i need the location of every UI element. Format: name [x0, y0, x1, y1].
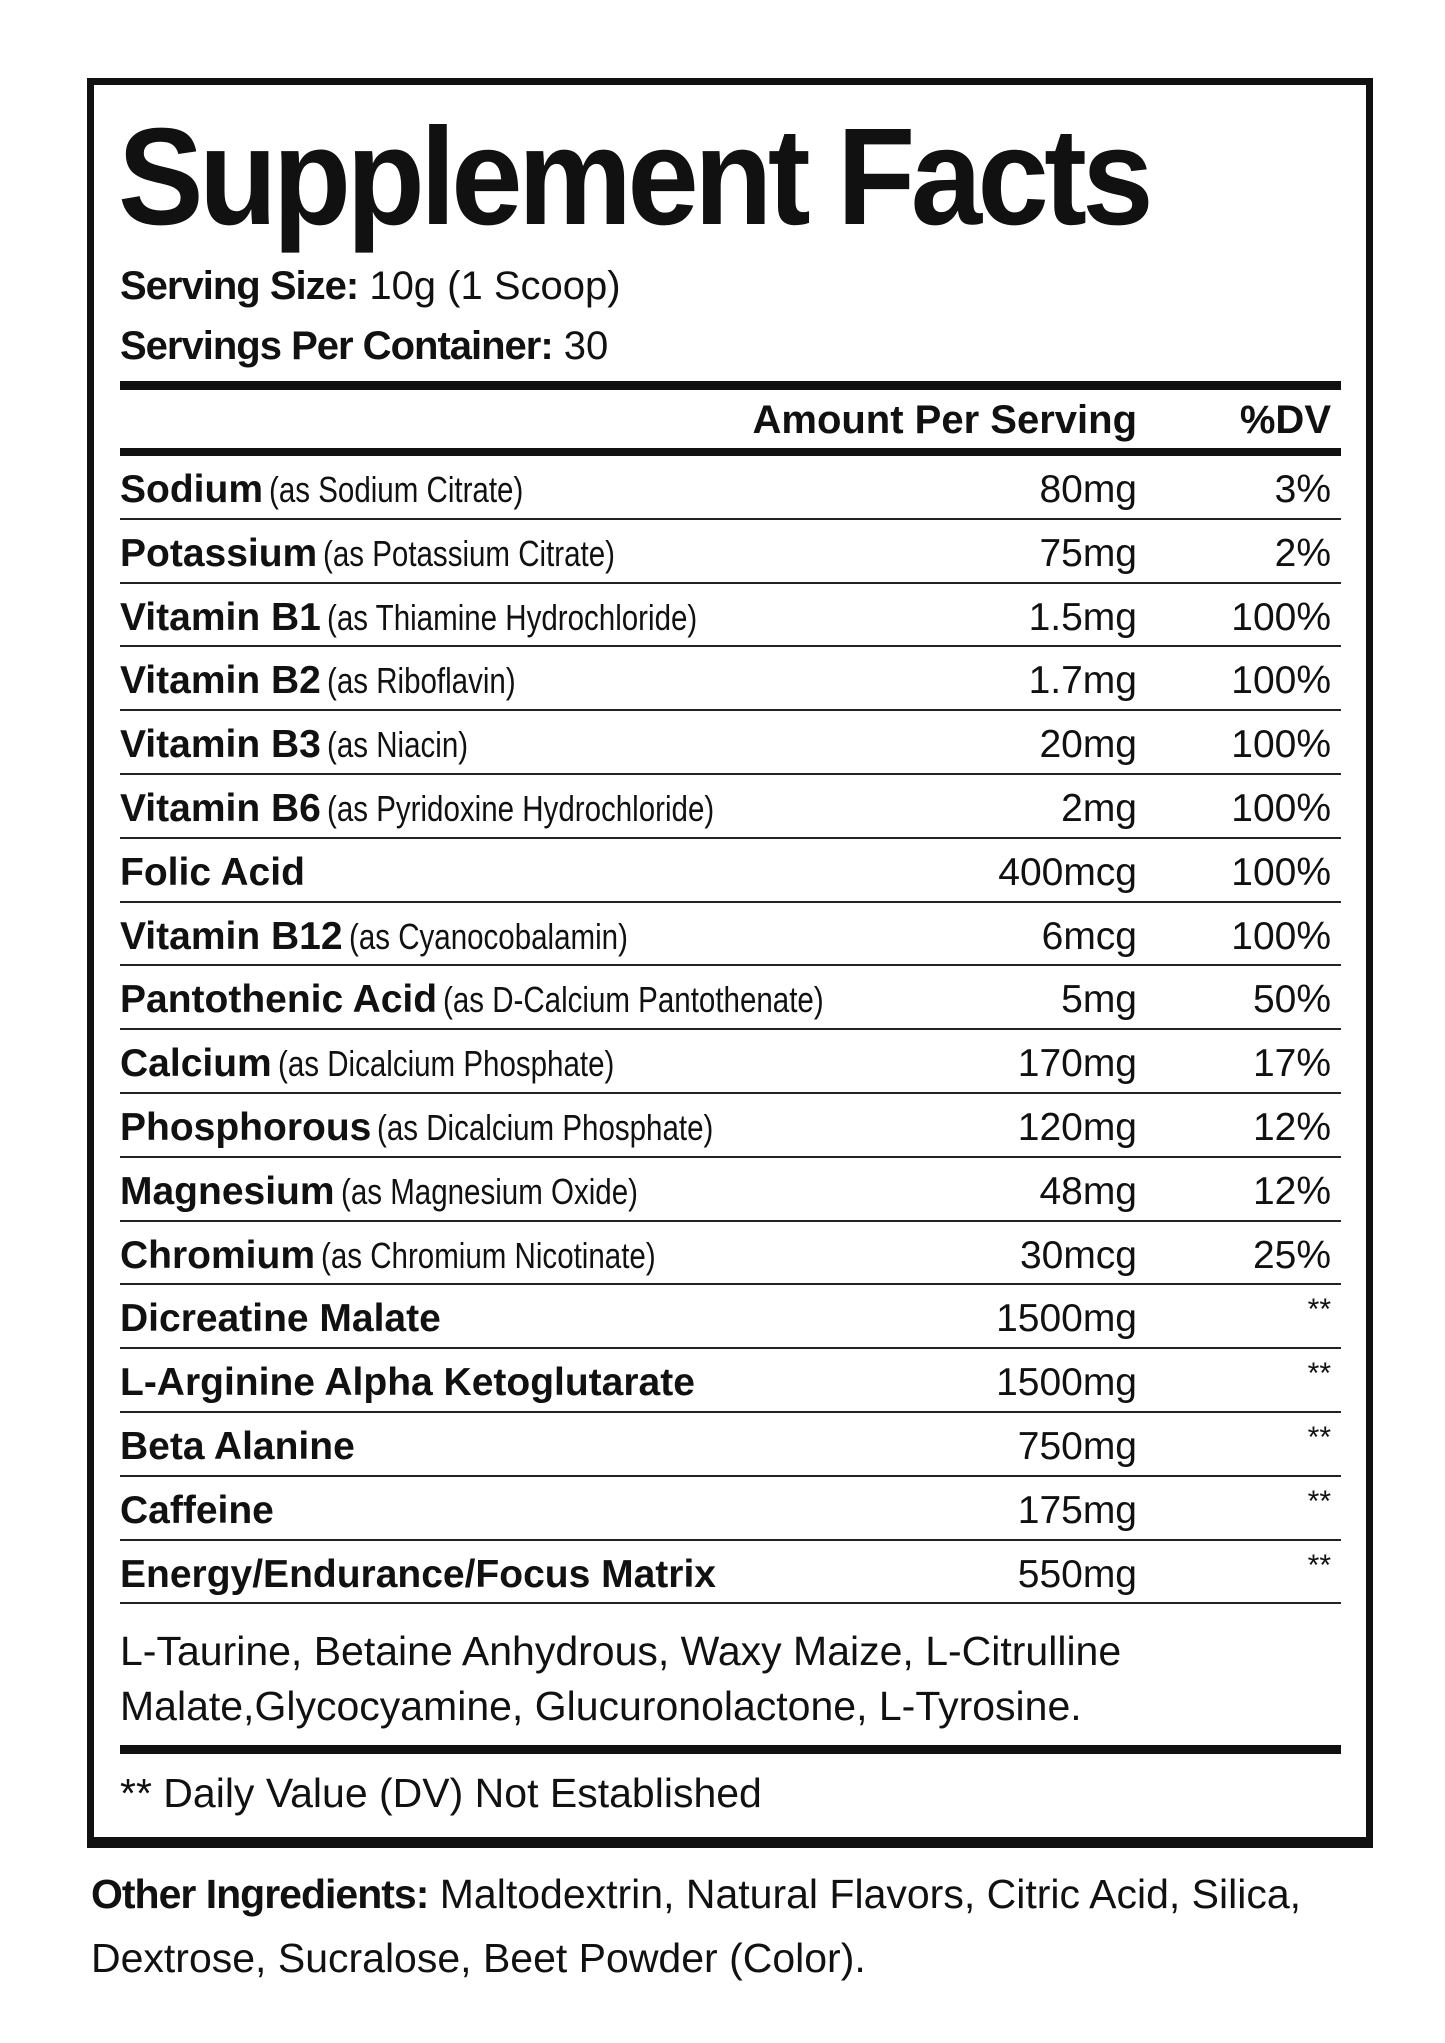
nutrient-amount: 120mg [1017, 1105, 1137, 1149]
other-ingredients-label: Other Ingredients: [91, 1871, 429, 1917]
nutrient-source: (as Riboflavin) [326, 660, 516, 702]
nutrient-amount: 1500mg [996, 1297, 1137, 1341]
nutrient-dv: ** [1307, 1293, 1331, 1327]
table-row [120, 966, 1341, 1030]
nutrient-label: Vitamin B2 [120, 659, 321, 703]
nutrient-source: (as Dicalcium Phosphate) [277, 1043, 615, 1085]
nutrient-amount: 5mg [1061, 978, 1137, 1022]
nutrient-name [120, 851, 305, 895]
table-row [120, 647, 1341, 711]
nutrient-dv: ** [1307, 1357, 1331, 1391]
table-row [120, 711, 1341, 775]
nutrient-label: Pantothenic Acid [120, 978, 438, 1022]
nutrient-dv: 100% [1231, 914, 1331, 958]
nutrient-name [120, 1553, 716, 1597]
nutrient-source: (as Magnesium Oxide) [340, 1170, 638, 1212]
table-row [120, 775, 1341, 839]
nutrient-name [120, 1234, 729, 1278]
nutrient-label: Calcium [120, 1042, 272, 1086]
nutrient-name [120, 532, 679, 576]
amount-per-serving-header: Amount Per Serving [752, 398, 1137, 442]
nutrient-source: (as D-Calcium Pantothenate) [443, 979, 824, 1021]
nutrient-source: (as Sodium Citrate) [269, 469, 524, 510]
servings-per-container [120, 326, 608, 366]
nutrient-dv: ** [1307, 1548, 1331, 1582]
nutrient-name [120, 596, 778, 640]
nutrient-amount: 1.5mg [1028, 595, 1137, 639]
panel-title: Supplement Facts [118, 100, 1149, 254]
nutrient-amount: 175mg [1017, 1488, 1137, 1532]
serving-size [120, 266, 621, 306]
thick-divider [120, 381, 1341, 390]
nutrient-dv: 17% [1252, 1042, 1331, 1086]
nutrient-label: Dicreatine Malate [120, 1297, 441, 1341]
nutrient-dv: 100% [1231, 595, 1331, 639]
nutrient-label: Phosphorous [120, 1105, 372, 1149]
table-row [120, 1541, 1341, 1605]
nutrient-label: L-Arginine Alpha Ketoglutarate [120, 1361, 695, 1405]
nutrient-name [120, 659, 557, 703]
dv-header: %DV [1239, 398, 1331, 442]
nutrient-name [120, 1170, 703, 1214]
other-ingredients [91, 1862, 1391, 1990]
nutrient-label: Folic Acid [120, 850, 305, 894]
nutrient-dv: 100% [1231, 850, 1331, 894]
nutrient-dv: 100% [1231, 723, 1331, 767]
footnote: ** Daily Value (DV) Not Established [120, 1770, 762, 1816]
nutrient-label: Energy/Endurance/Focus Matrix [120, 1552, 716, 1596]
nutrient-amount: 2mg [1061, 786, 1137, 830]
nutrient-name [120, 1361, 695, 1405]
nutrient-source: (as Thiamine Hydrochloride) [326, 596, 698, 638]
nutrient-name [120, 1042, 688, 1086]
facts-table [120, 456, 1341, 1604]
nutrient-amount: 20mg [1039, 723, 1137, 767]
nutrient-name [120, 787, 799, 831]
nutrient-amount: 48mg [1039, 1169, 1137, 1213]
nutrient-label: Caffeine [120, 1488, 274, 1532]
table-row [120, 839, 1341, 903]
nutrient-amount: 1500mg [996, 1361, 1137, 1405]
nutrient-label: Vitamin B12 [120, 914, 343, 958]
nutrient-dv: 12% [1252, 1105, 1331, 1149]
nutrient-source: (as Cyanocobalamin) [348, 915, 628, 957]
table-row [120, 1477, 1341, 1541]
nutrient-dv: ** [1307, 1484, 1331, 1518]
footnote-divider [120, 1745, 1341, 1754]
table-row [120, 1094, 1341, 1158]
nutrient-dv: 3% [1274, 468, 1331, 511]
nutrient-amount: 1.7mg [1028, 659, 1137, 703]
serving-size-label: Serving Size: [120, 264, 359, 308]
table-row [120, 1349, 1341, 1413]
nutrient-source: (as Niacin) [326, 724, 468, 766]
serving-size-value: 10g (1 Scoop) [358, 264, 621, 308]
nutrient-amount: 75mg [1039, 531, 1137, 575]
nutrient-name [120, 978, 907, 1022]
table-row [120, 1285, 1341, 1349]
nutrient-name [120, 1489, 274, 1533]
nutrient-name [120, 468, 579, 512]
nutrient-name [120, 1425, 355, 1469]
table-row [120, 1158, 1341, 1222]
nutrient-dv: 50% [1252, 978, 1331, 1022]
nutrient-label: Chromium [120, 1233, 315, 1277]
matrix-ingredients: L-Taurine, Betaine Anhydrous, Waxy Maize, L-Citrulline Malate,Glycocyamine, Glucuronolactone, L-Tyrosine. [120, 1628, 1122, 1729]
nutrient-name [120, 915, 689, 959]
table-row [120, 456, 1341, 520]
servings-per-container-value: 30 [552, 324, 609, 368]
nutrient-name [120, 1106, 788, 1150]
nutrient-source: (as Dicalcium Phosphate) [377, 1106, 714, 1148]
nutrient-dv: 100% [1231, 786, 1331, 830]
nutrient-label: Magnesium [120, 1169, 335, 1213]
nutrient-dv: 100% [1231, 659, 1331, 703]
nutrient-source: (as Chromium Nicotinate) [321, 1234, 656, 1276]
table-row [120, 1222, 1341, 1286]
table-row [120, 520, 1341, 584]
nutrient-amount: 550mg [1017, 1552, 1137, 1596]
nutrient-amount: 750mg [1017, 1424, 1137, 1468]
nutrient-label: Sodium [120, 468, 263, 511]
nutrient-label: Vitamin B6 [120, 786, 321, 830]
nutrient-label: Potassium [120, 531, 318, 575]
nutrient-dv: ** [1307, 1420, 1331, 1454]
nutrient-amount: 400mcg [998, 850, 1137, 894]
nutrient-amount: 170mg [1017, 1042, 1137, 1086]
nutrient-label: Vitamin B3 [120, 723, 321, 767]
other-ingredients-value: Maltodextrin, Natural Flavors, Citric Acid, Silica, Dextrose, Sucralose, Beet Powder (Color). [91, 1871, 1302, 1981]
nutrient-amount: 80mg [1039, 468, 1137, 511]
nutrient-dv: 25% [1252, 1233, 1331, 1277]
nutrient-name [120, 1297, 441, 1341]
nutrient-name [120, 723, 499, 767]
nutrient-dv: 12% [1252, 1169, 1331, 1213]
table-row [120, 584, 1341, 648]
nutrient-amount: 6mcg [1041, 914, 1137, 958]
table-row [120, 903, 1341, 967]
nutrient-dv: 2% [1274, 531, 1331, 575]
nutrient-amount: 30mcg [1019, 1233, 1137, 1277]
nutrient-source: (as Potassium Citrate) [323, 532, 616, 574]
nutrient-source: (as Pyridoxine Hydrochloride) [326, 787, 715, 829]
nutrient-label: Beta Alanine [120, 1424, 355, 1468]
table-row [120, 1413, 1341, 1477]
header-divider [120, 448, 1341, 456]
nutrient-label: Vitamin B1 [120, 595, 321, 639]
servings-per-container-label: Servings Per Container: [120, 324, 553, 368]
table-row [120, 1030, 1341, 1094]
